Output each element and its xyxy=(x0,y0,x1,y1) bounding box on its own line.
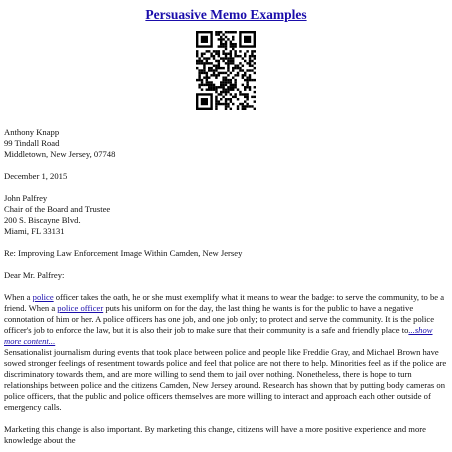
police-keyword-link[interactable]: police xyxy=(32,292,54,302)
memo-date xyxy=(4,171,449,182)
paragraph-3: Marketing this change is also important. By marketing this change, citizens will have a more positive experience and more knowledge about the xyxy=(4,424,426,445)
qr-code xyxy=(196,31,256,110)
salutation xyxy=(4,270,449,281)
paragraph-2: Sensationalist journalism during events that took place between police and people like Freddie Gray, and Michael Brown have sowed stronger feelings of resentment towards police and feel that police are not there to help. Minorities feel as if the police are discriminatory towards them, and are more willing to send them to jail over nothing. Nonetheless, there is hope to turn relationships between police and the citizens Camden, New Jersey around. Research has shown that by putting body cameras on police officers, that the public and police officers themselves are more willing to interact and approach each other outside of emergency calls. xyxy=(4,347,447,412)
recipient-street: 200 S. Biscayne Blvd. xyxy=(4,215,81,225)
salutation-text: Dear Mr. Palfrey: xyxy=(4,270,65,280)
subject-line xyxy=(4,248,449,259)
police-officer-keyword-link[interactable]: police officer xyxy=(57,303,104,313)
subject-text: Re: Improving Law Enforcement Image Within Camden, New Jersey xyxy=(4,248,243,258)
date-text: December 1, 2015 xyxy=(4,171,68,181)
sender-name: Anthony Knapp xyxy=(4,127,60,137)
recipient-city: Miami, FL 33131 xyxy=(4,226,65,236)
p1-text-1: When a xyxy=(4,292,33,302)
recipient-name: John Palfrey xyxy=(4,193,48,203)
paragraph-1 xyxy=(4,292,449,347)
sender-city: Middletown, New Jersey, 07748 xyxy=(4,149,116,159)
recipient-title: Chair of the Board and Trustee xyxy=(4,204,111,214)
p1-text-2: officer takes the oath, he or she must exemplify what it means to wear the badge: to serve the community, to be a friend. When a xyxy=(4,292,445,313)
recipient-address xyxy=(4,193,449,237)
sender-street: 99 Tindall Road xyxy=(4,138,60,148)
qr-code-icon xyxy=(196,31,256,110)
memo-body xyxy=(4,127,449,446)
page-title-link[interactable]: Persuasive Memo Examples xyxy=(145,7,307,22)
sender-address xyxy=(4,127,449,160)
p1-text-3: puts his uniform on for the day, the last thing he wants is for the public to have a negative connotation of him or her. A police officers has one job, and one job only; to protect and serve the community. It is the police officer's job to enforce the law, but it is also their job to make sure that their community is a safe and friendly place to xyxy=(4,303,435,335)
show-more-content-link[interactable]: ...show more content... xyxy=(4,325,433,346)
